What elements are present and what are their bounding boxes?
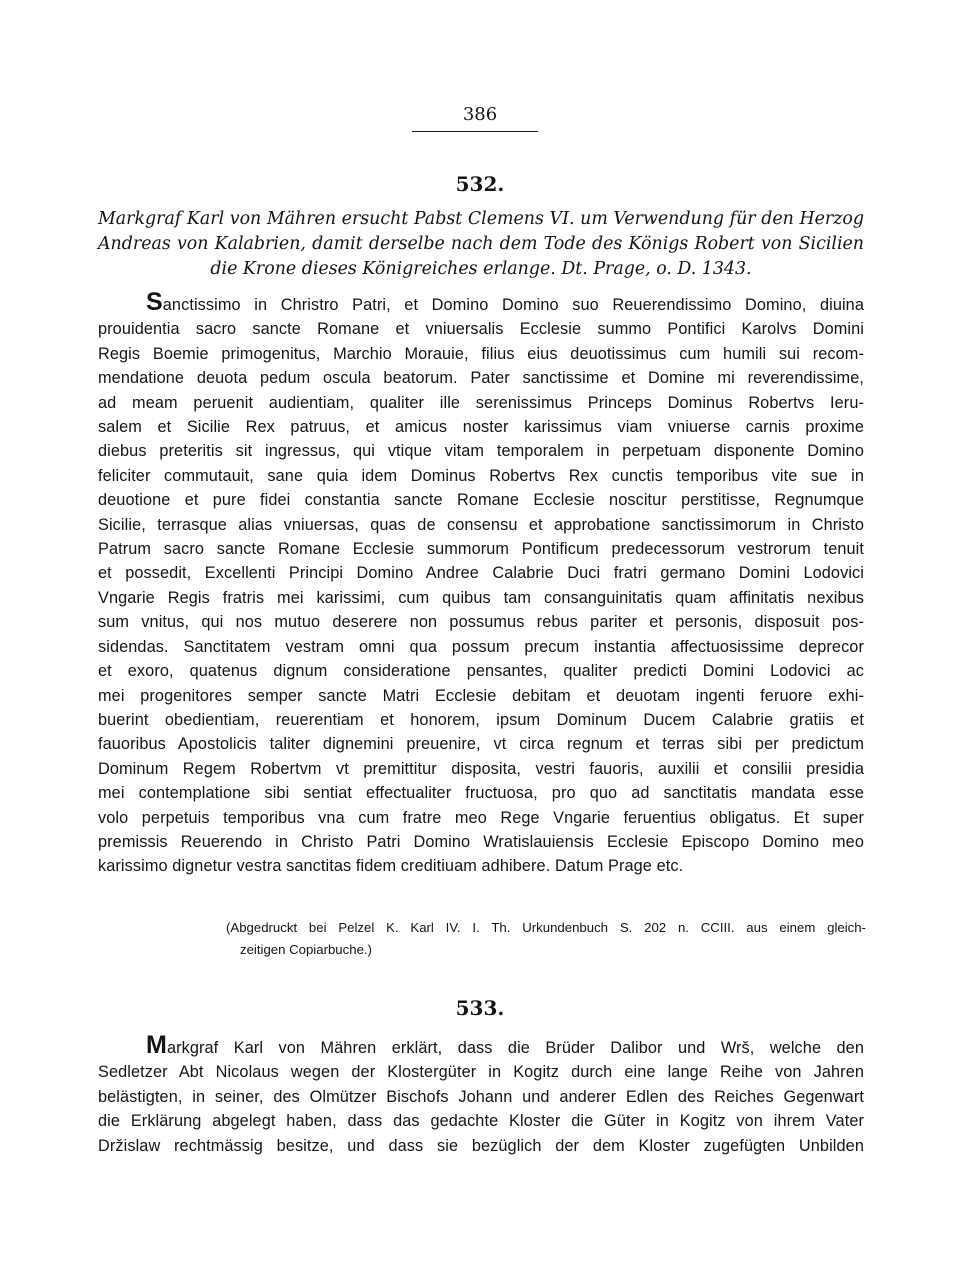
text-line: Vngarie Regis fratris mei karissimi, cum quibus tam consanguinitatis quam affinitatis nexibus bbox=[98, 588, 864, 607]
text-line: et possedit, Excellenti Principi Domino Andree Calabrie Duci fratri germano Domini Lodovici bbox=[98, 564, 864, 583]
text-line: karissimo dignetur vestra sanctitas fidem creditiuam adhibere. Datum Prage etc. bbox=[98, 857, 684, 876]
text-line: Regis Boemie primogenitus, Marchio Morauie, filius eius deuotissimus cum humili sui recom- bbox=[98, 344, 864, 363]
text-line-content: arkgraf Karl von Mähren erklärt, dass die Brüder Dalibor und Wrš, welche den bbox=[166, 1039, 864, 1057]
text-line: et exoro, quatenus dignum consideratione pensantes, qualiter predicti Domini Lodovici ac bbox=[98, 662, 864, 681]
text-line: Sicilie, terrasque alias vniuersas, quas de consensu et approbatione sanctissimorum in Christo bbox=[98, 515, 864, 534]
text-line: belästigten, in seiner, des Olmützer Bischofs Johann und anderer Edlen des Reiches Gegenwart bbox=[98, 1087, 864, 1106]
regest-line: Markgraf Karl von Mähren ersucht Pabst Clemens VI. um Verwendung für den Herzog bbox=[98, 209, 864, 229]
text-line: sum vnitus, qui nos mutuo deserere non possumus rebus pariter et personis, disposuit pos- bbox=[98, 613, 864, 632]
text-line: premissis Reuerendo in Christo Patri Domino Wratislauiensis Ecclesie Episcopo Domino meo bbox=[98, 832, 864, 851]
text-line: fauoribus Apostolicis taliter dignemini preuenire, vt circa regnum et terras sibi per predictum bbox=[98, 735, 864, 754]
text-line: die Erklärung abgelegt haben, dass das gedachte Kloster die Güter in Kogitz von ihrem Vater bbox=[98, 1112, 864, 1131]
text-line: ad meam peruenit audientiam, qualiter ille serenissimus Princeps Dominus Robertvs Ieru- bbox=[98, 393, 864, 412]
text-line: Patrum sacro sancte Romane Ecclesie summorum Pontificum predecessorum vestrorum tenuit bbox=[98, 540, 864, 559]
text-line: Dominum Regem Robertvm vt premittitur disposita, vestri fauoris, auxilii et consilii presidia bbox=[98, 759, 864, 778]
document-number-532: 532. bbox=[455, 172, 505, 196]
source-note-line: zeitigen Copiarbuche.) bbox=[240, 942, 372, 957]
regest-532 bbox=[98, 207, 864, 281]
document-number-533: 533. bbox=[455, 996, 505, 1020]
text-line: Držislaw rechtmässig besitze, und dass sie bezüglich der dem Kloster zugefügten Unbilden bbox=[98, 1136, 864, 1155]
text-line: prouidentia sacro sancte Romane et vniuersalis Ecclesie summo Pontifici Karolvs Domini bbox=[98, 320, 864, 339]
page-number: 386 bbox=[462, 104, 498, 125]
text-line bbox=[98, 288, 864, 317]
text-line: Sedletzer Abt Nicolaus wegen der Klostergüter in Kogitz durch eine lange Reihe von Jahren bbox=[98, 1063, 864, 1082]
text-line bbox=[98, 1031, 864, 1060]
text-line: volo perpetuis temporibus vna cum fratre meo Rege Vngarie feruentius obligatus. Et super bbox=[98, 808, 864, 827]
text-line: buerint obedientiam, reuerentiam et honorem, ipsum Dominum Ducem Calabrie gratiis et bbox=[98, 710, 864, 729]
text-line: sidendas. Sanctitatem vestram omni qua possum precum instantia affectuosissime deprecor bbox=[98, 637, 864, 656]
text-line-content: anctissimo in Christro Patri, et Domino Domino suo Reuerendissimo Domino, diuina bbox=[162, 296, 864, 314]
regest-line: die Krone dieses Königreiches erlange. Dt. Prage, o. D. 1343. bbox=[210, 258, 752, 279]
text-line: feliciter commutauit, sane quia idem Dominus Robertvs Rex cunctis temporibus vite sue in bbox=[98, 466, 864, 485]
regest-line: Andreas von Kalabrien, damit derselbe nach dem Tode des Königs Robert von Sicilien bbox=[98, 233, 864, 254]
text-line: diebus preteritis sit ingressus, qui vtique vitam temporalem in perpetuam disponente Domino bbox=[98, 442, 864, 461]
text-line: mei progenitores semper sancte Matri Ecclesie debitam et deuotam ingenti feruore exhi- bbox=[98, 686, 864, 705]
initial-letter: S bbox=[146, 288, 163, 316]
text-line: salem et Sicilie Rex patruus, et amicus noster karissimus viam vniuerse carnis proxime bbox=[98, 418, 864, 437]
text-line: mei contemplatione sibi sentiat effectualiter fructuosa, pro quo ad sanctitatis mandata esse bbox=[98, 784, 864, 803]
source-note-line: (Abgedruckt bei Pelzel K. Karl IV. I. Th. Urkundenbuch S. 202 n. CCIII. aus einem gleich- bbox=[226, 920, 866, 935]
document-text-532 bbox=[98, 288, 864, 879]
initial-letter: M bbox=[146, 1031, 167, 1059]
text-line: mendatione deuota pedum oscula beatorum. Pater sanctissime et Domine mi reverendissime, bbox=[98, 369, 864, 388]
text-line: deuotione et pure fidei constantia sancte Romane Ecclesie noscitur perstitisse, Regnumque bbox=[98, 491, 864, 510]
document-text-533 bbox=[98, 1031, 864, 1158]
page-number-rule bbox=[412, 131, 538, 132]
source-note-532 bbox=[226, 917, 866, 961]
